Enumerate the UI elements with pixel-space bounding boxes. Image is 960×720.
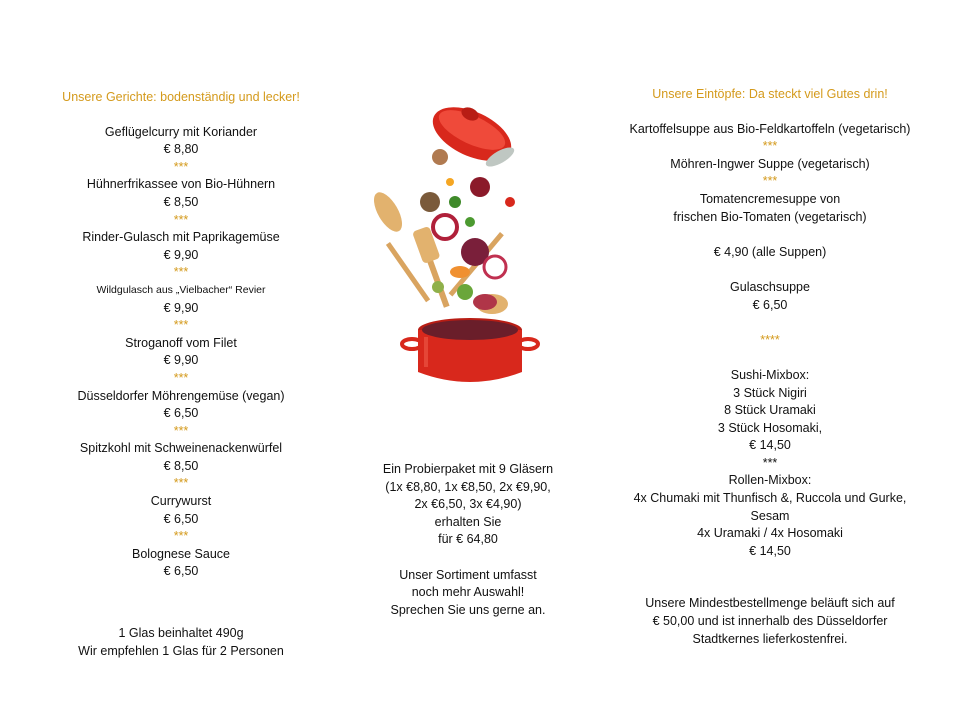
dishes-heading: Unsere Gerichte: bodenständig und lecker! (62, 90, 300, 104)
dish-name: Bolognese Sauce (132, 546, 230, 561)
goulash-soup-name: Gulaschsuppe (730, 279, 810, 294)
sushi-item: 3 Stück Hosomaki, (717, 420, 823, 435)
sampler-line: Ein Probierpaket mit 9 Gläsern (382, 462, 554, 476)
dish-price: € 6,50 (163, 511, 199, 526)
sampler-line: 2x €6,50, 3x €4,90) (414, 497, 522, 512)
dish-price: € 6,50 (163, 406, 199, 421)
dish-name: Rinder-Gulasch mit Paprikagemüse (82, 230, 280, 245)
vegetables-icon (420, 144, 517, 310)
dish-name: Spitzkohl mit Schweinenackenwürfel (79, 441, 283, 456)
dish-name: Geflügelcurry mit Koriander (104, 124, 258, 139)
sampler-line: erhalten Sie (434, 514, 502, 529)
dish-name: Currywurst (150, 494, 212, 509)
roll-box-item: Sesam (750, 508, 790, 523)
separator: *** (762, 455, 778, 470)
sushi-item: 8 Stück Uramaki (724, 403, 816, 418)
roll-box-title: Rollen-Mixbox: (728, 473, 812, 488)
dish-price: € 9,90 (163, 247, 199, 262)
cooking-pot-icon (402, 318, 538, 382)
dishes-column (40, 89, 322, 660)
cooking-pot-illustration (360, 92, 560, 392)
dish-name: Stroganoff vom Filet (125, 335, 237, 350)
soup-name: Möhren-Ingwer Suppe (vegetarisch) (670, 156, 870, 171)
separator: *** (173, 318, 189, 333)
dish-price: € 8,50 (163, 458, 199, 473)
dish-price: € 9,90 (163, 353, 199, 368)
min-order-line: Unsere Mindestbestellmenge beläuft sich auf (645, 596, 895, 611)
goulash-soup-price: € 6,50 (752, 297, 788, 312)
separator: *** (173, 265, 189, 280)
separator: *** (173, 423, 189, 438)
soup-name: Tomatencremesuppe von (699, 191, 841, 206)
soup-name: Kartoffelsuppe aus Bio-Feldkartoffeln (vegetarisch) (629, 121, 911, 136)
separator: *** (762, 139, 778, 154)
dish-price: € 9,90 (163, 300, 199, 315)
dish-name: Wildgulasch aus „Vielbacher“ Revier (96, 283, 266, 296)
roll-box-item: 4x Chumaki mit Thunfisch &, Ruccola und Gurke, (633, 491, 907, 506)
serving-recommendation: Wir empfehlen 1 Glas für 2 Personen (78, 643, 284, 658)
assortment-line: Unser Sortiment umfasst (399, 567, 537, 582)
separator: *** (173, 159, 189, 174)
sushi-box-price: € 14,50 (749, 438, 791, 453)
roll-box-item: 4x Uramaki / 4x Hosomaki (697, 526, 843, 541)
separator: *** (173, 212, 189, 227)
min-order-line: Stadtkernes lieferkostenfrei. (692, 631, 848, 646)
section-divider: **** (760, 332, 780, 347)
dish-price: € 8,50 (163, 194, 199, 209)
separator: *** (173, 370, 189, 385)
soups-price: € 4,90 (alle Suppen) (713, 244, 827, 259)
dish-price: € 8,80 (163, 142, 199, 157)
assortment-line: Sprechen Sie uns gerne an. (390, 602, 546, 617)
dish-name: Düsseldorfer Möhrengemüse (vegan) (77, 388, 285, 403)
dish-name: Hühnerfrikassee von Bio-Hühnern (86, 177, 276, 192)
soups-heading: Unsere Eintöpfe: Da steckt viel Gutes drin! (652, 87, 888, 101)
sampler-price: für € 64,80 (438, 532, 498, 547)
sampler-package-info (348, 461, 588, 619)
dish-price: € 6,50 (163, 564, 199, 579)
separator: *** (173, 476, 189, 491)
separator: *** (762, 174, 778, 189)
sampler-line: (1x €8,80, 1x €8,50, 2x €9,90, (385, 479, 551, 494)
min-order-line: € 50,00 und ist innerhalb des Düsseldorfer (652, 614, 888, 629)
soup-name: frischen Bio-Tomaten (vegetarisch) (673, 209, 867, 224)
separator: *** (173, 529, 189, 544)
roll-box-price: € 14,50 (749, 543, 791, 558)
sushi-item: 3 Stück Nigiri (733, 385, 807, 400)
glass-info: 1 Glas beinhaltet 490g (118, 626, 244, 641)
soups-column (600, 86, 940, 648)
sushi-box-title: Sushi-Mixbox: (730, 367, 810, 382)
assortment-line: noch mehr Auswahl! (411, 585, 525, 600)
